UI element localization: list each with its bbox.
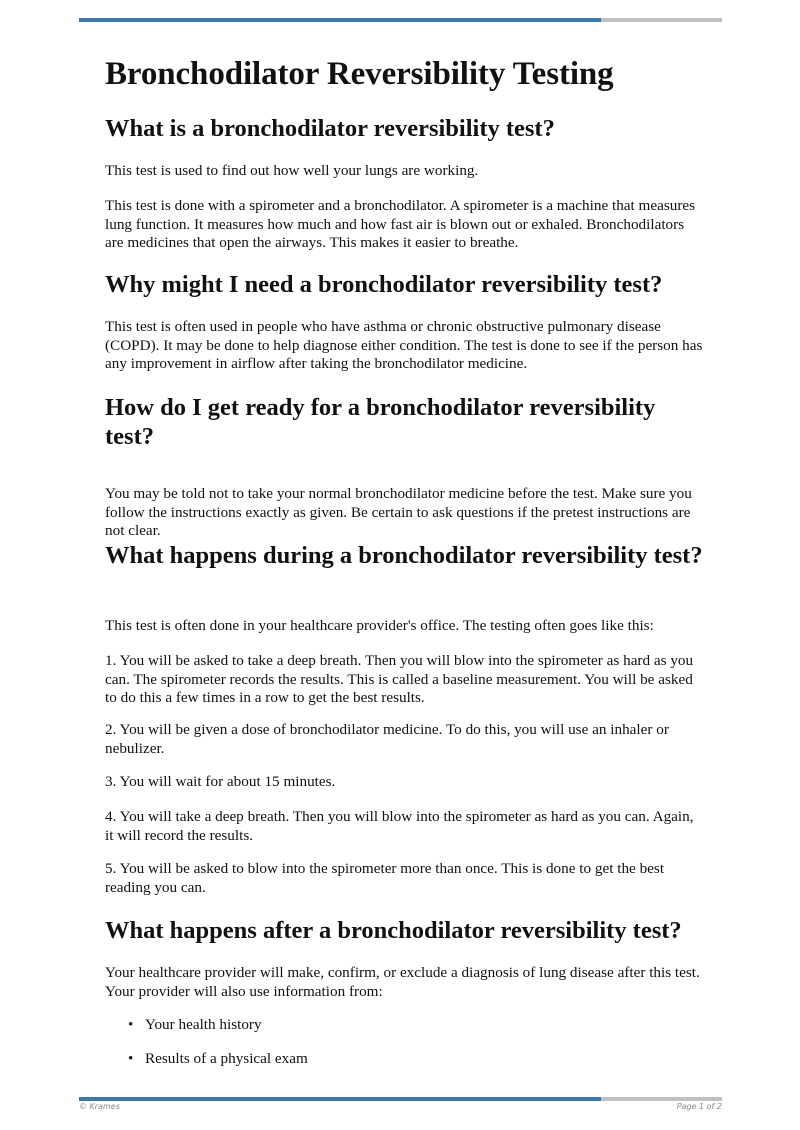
section-heading: Why might I need a bronchodilator reversibility test? <box>105 271 663 298</box>
section-heading: What happens during a bronchodilator reversibility test? <box>105 542 703 569</box>
section-heading: What happens after a bronchodilator reversibility test? <box>105 917 682 944</box>
numbered-step: 5. You will be asked to blow into the spirometer more than once. This is done to get the best reading you can. <box>105 860 665 896</box>
paragraph: This test is used to find out how well your lungs are working. <box>105 162 479 179</box>
numbered-step: 3. You will wait for about 15 minutes. <box>105 773 336 790</box>
numbered-step: 4. You will take a deep breath. Then you will blow into the spirometer as hard as you can. Again, it will record the results. <box>105 808 694 844</box>
header-rule-accent <box>79 18 601 22</box>
copyright: © Krames <box>79 1102 120 1111</box>
paragraph: Your healthcare provider will make, confirm, or exclude a diagnosis of lung disease after this test. Your provider will also use information from: <box>105 964 700 1000</box>
page-title: Bronchodilator Reversibility Testing <box>105 56 614 92</box>
footer-rule <box>79 1097 722 1101</box>
bullet-icon: • <box>128 1016 134 1033</box>
section-heading: How do I get ready for a bronchodilator reversibility test? <box>105 394 656 450</box>
footer-rule-rest <box>601 1097 722 1101</box>
paragraph: This test is often done in your healthcare provider's office. The testing often goes like this: <box>105 617 654 634</box>
header-rule-rest <box>601 18 722 22</box>
numbered-step: 2. You will be given a dose of bronchodilator medicine. To do this, you will use an inhaler or nebulizer. <box>105 721 669 757</box>
paragraph: This test is done with a spirometer and a bronchodilator. A spirometer is a machine that measures lung function. It measures how much and how fast air is blown out or exhaled. Bronchodilators are medicines that open the airways. This makes it easier to breathe. <box>105 197 696 251</box>
header-rule <box>79 18 722 22</box>
paragraph: You may be told not to take your normal bronchodilator medicine before the test. Make sure you follow the instructions exactly as given. Be certain to ask questions if the pretest instructions are not clear. <box>105 485 692 539</box>
paragraph: This test is often used in people who have asthma or chronic obstructive pulmonary disease (COPD). It may be done to help diagnose either condition. The test is done to see if the person has any improvement in airflow after taking the bronchodilator medicine. <box>105 318 703 372</box>
section-heading: What is a bronchodilator reversibility test? <box>105 115 555 142</box>
footer-rule-accent <box>79 1097 601 1101</box>
numbered-step: 1. You will be asked to take a deep breath. Then you will blow into the spirometer as hard as you can. The spirometer records the results. This is called a baseline measurement. You will be asked to do this a few times in a row to get the best results. <box>105 652 694 706</box>
bullet-icon: • <box>128 1050 134 1067</box>
page-footer <box>79 1102 722 1111</box>
page-number: Page 1 of 2 <box>676 1102 722 1111</box>
